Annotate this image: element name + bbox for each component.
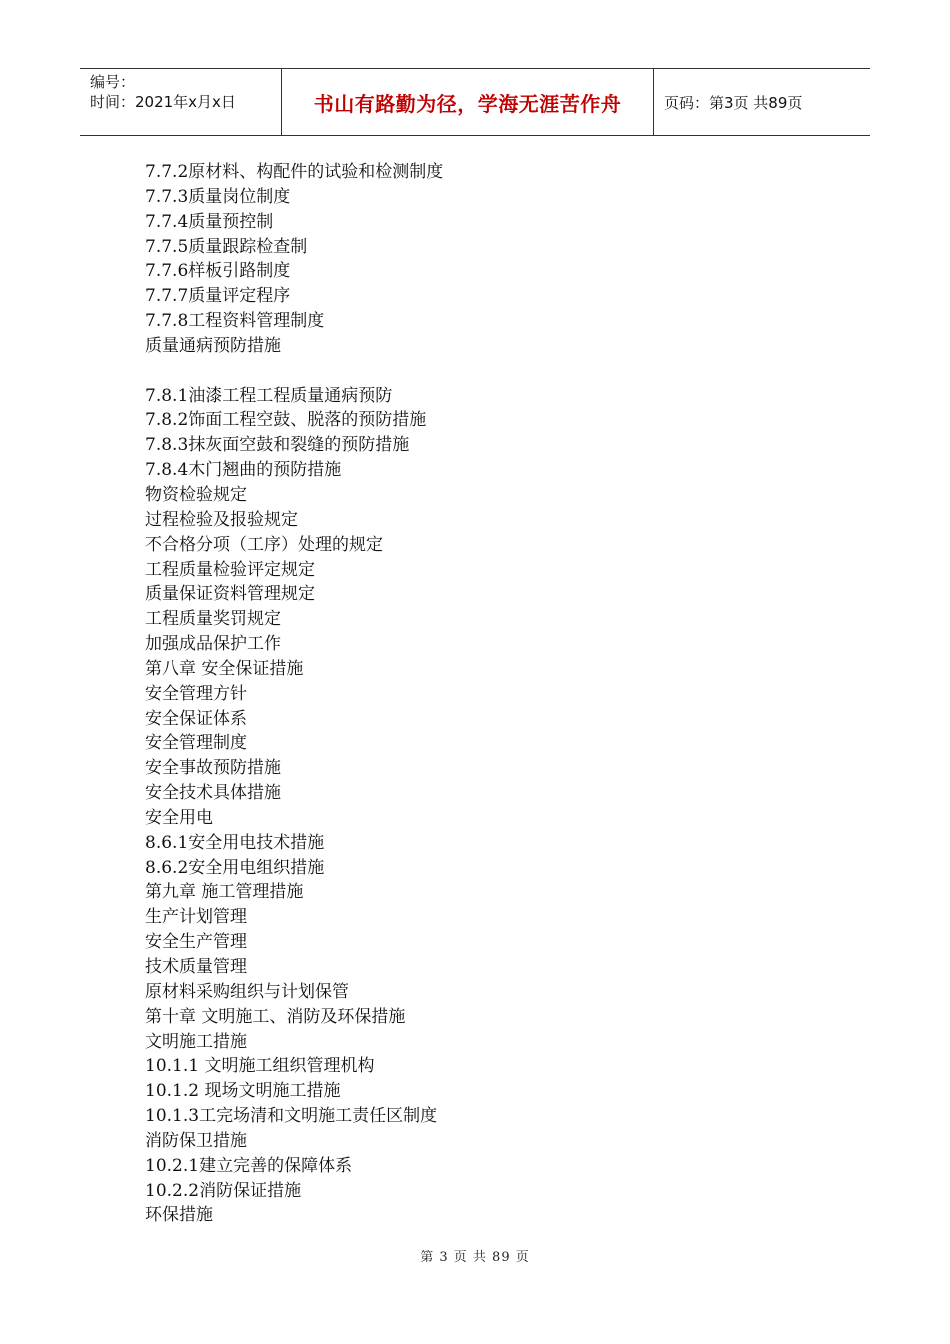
toc-entry: 10.1.3工完场清和文明施工责任区制度 [145,1106,438,1127]
toc-entry: 质量通病预防措施 [145,335,281,356]
toc-entry: 10.1.1 文明施工组织管理机构 [145,1056,375,1077]
header-page-number: 页码：第3页 共89页 [664,93,803,112]
header-meta [80,69,282,135]
toc-entry: 7.7.6样板引路制度 [145,261,291,282]
document-date-label: 时间：2021年x月x日 [90,93,236,111]
toc-entry: 原材料采购组织与计划保管 [145,981,349,1002]
table-of-contents [145,160,845,1228]
toc-entry: 安全管理制度 [145,733,247,754]
toc-entry: 安全管理方针 [145,683,247,704]
toc-entry: 物资检验规定 [145,484,247,505]
toc-entry: 7.7.3质量岗位制度 [145,186,291,207]
toc-entry: 工程质量奖罚规定 [145,609,281,630]
toc-entry: 安全保证体系 [145,708,247,729]
toc-entry: 7.8.2饰面工程空鼓、脱落的预防措施 [145,410,427,431]
toc-entry: 工程质量检验评定规定 [145,559,315,580]
toc-entry: 安全用电 [145,807,213,828]
toc-entry: 7.8.1油漆工程工程质量通病预防 [145,385,393,406]
toc-entry: 加强成品保护工作 [145,634,281,655]
document-number-label: 编号： [90,73,136,91]
toc-entry: 7.8.3抹灰面空鼓和裂缝的预防措施 [145,435,410,456]
toc-entry: 10.2.2消防保证措施 [145,1180,302,1201]
toc-entry: 7.7.8工程资料管理制度 [145,311,325,332]
toc-entry: 安全技术具体措施 [145,783,281,804]
toc-entry: 文明施工措施 [145,1031,247,1052]
toc-entry: 10.1.2 现场文明施工措施 [145,1081,341,1102]
toc-entry: 10.2.1建立完善的保障体系 [145,1155,353,1176]
header-motto: 书山有路勤为径，学海无涯苦作舟 [282,69,654,135]
toc-entry: 技术质量管理 [145,957,247,977]
toc-entry: 8.6.2安全用电组织措施 [145,857,325,878]
toc-entry [145,359,845,384]
toc-entry: 第九章 施工管理措施 [145,882,304,903]
toc-entry: 7.7.4质量预控制 [145,211,274,232]
toc-entry: 第八章 安全保证措施 [145,658,304,679]
toc-entry: 安全生产管理 [145,932,247,953]
toc-entry: 生产计划管理 [145,907,247,928]
toc-entry: 第十章 文明施工、消防及环保措施 [145,1006,406,1027]
toc-entry: 质量保证资料管理规定 [145,584,315,605]
toc-entry: 过程检验及报验规定 [145,509,298,530]
toc-entry: 7.7.5质量跟踪检查制 [145,236,308,257]
toc-entry: 环保措施 [145,1205,213,1226]
toc-entry: 7.7.7质量评定程序 [145,286,291,307]
page-header [80,68,870,136]
toc-entry: 8.6.1安全用电技术措施 [145,832,325,853]
toc-entry: 消防保卫措施 [145,1130,247,1151]
toc-entry: 7.8.4木门翘曲的预防措施 [145,460,342,481]
toc-entry: 7.7.2原材料、构配件的试验和检测制度 [145,162,444,182]
page-footer: 第 3 页 共 89 页 [420,1250,530,1265]
toc-entry: 安全事故预防措施 [145,758,281,779]
toc-entry: 不合格分项（工序）处理的规定 [145,534,383,555]
